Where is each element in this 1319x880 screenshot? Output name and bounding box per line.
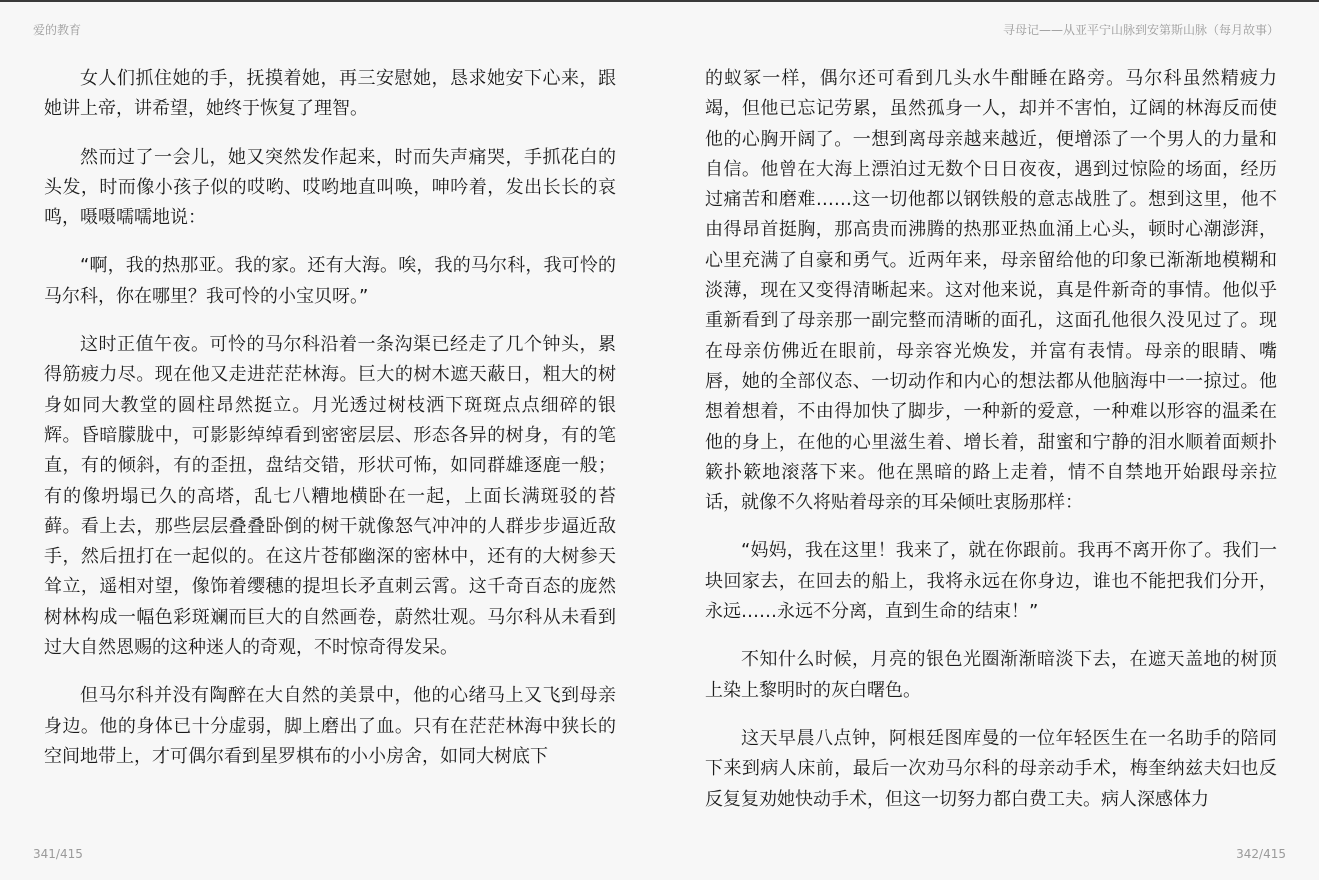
paragraph: “啊，我的热那亚。我的家。还有大海。唉，我的马尔科，我可怜的马尔科，你在哪里？我可怜的小宝贝呀。” — [44, 255, 616, 307]
book-title: 爱的教育 — [33, 23, 82, 37]
paragraph: 女人们抓住她的手，抚摸着她，再三安慰她，恳求她安下心来，跟她讲上帝，讲希望，她终于恢复了理智。 — [44, 68, 616, 120]
top-border — [0, 0, 1319, 2]
paragraph: 这时正值午夜。可怜的马尔科沿着一条沟渠已经走了几个钟头，累得筋疲力尽。现在他又走进茫茫林海。巨大的树木遮天蔽日，粗大的树身如同大教堂的圆柱昂然挺立。月光透过树枝洒下斑斑点点细碎的银辉。昏暗朦胧中，可影影绰绰看到密密层层、形态各异的树身，有的笔直，有的倾斜，有的歪扭，盘结交错，形状可怖，如同群雄逐鹿一般；有的像坍塌已久的高塔，乱七八糟地横卧在一起，上面长满斑驳的苔藓。看上去，那些层层叠叠卧倒的树干就像怒气冲冲的人群步步逼近敌手，然后扭打在一起似的。在这片苍郁幽深的密林中，还有的大树参天耸立，遥相对望，像饰着缨穗的提坦长矛直刺云霄。这千奇百态的庞然树林构成一幅色彩斑斓而巨大的自然画卷，蔚然壮观。马尔科从未看到过大自然恩赐的这种迷人的奇观，不时惊奇得发呆。 — [44, 334, 616, 659]
paragraph: 但马尔科并没有陶醉在大自然的美景中，他的心绪马上又飞到母亲身边。他的身体已十分虚弱，脚上磨出了血。只有在茫茫林海中狭长的空间地带上，才可偶尔看到星罗棋布的小小房舍，如同大树底下 — [44, 685, 616, 767]
paragraph: 然而过了一会儿，她又突然发作起来，时而失声痛哭，手抓花白的头发，时而像小孩子似的哎哟、哎哟地直叫唤，呻吟着，发出长长的哀鸣，嗫嗫嚅嚅地说： — [44, 146, 616, 229]
paragraph: 这天早晨八点钟，阿根廷图库曼的一位年轻医生在一名助手的陪同下来到病人床前，最后一次劝马尔科的母亲动手术，梅奎纳兹夫妇也反反复复劝她快动手术，但这一切努力都白费工夫。病人深感体力 — [705, 727, 1277, 810]
paragraph-continuation: 的蚁冢一样，偶尔还可看到几头水牛酣睡在路旁。马尔科虽然精疲力竭，但他已忘记劳累，虽然孤身一人，却并不害怕，辽阔的林海反而使他的心胸开阔了。一想到离母亲越来越近，便增添了一个男人的力量和自信。他曾在大海上漂泊过无数个日日夜夜，遇到过惊险的场面，经历过痛苦和磨难……这一切他都以钢铁般的意志战胜了。想到这里，他不由得昂首挺胸，那高贵而沸腾的热那亚热血涌上心头，顿时心潮澎湃，心里充满了自豪和勇气。近两年来，母亲留给他的印象已渐渐地模糊和淡薄，现在又变得清晰起来。这对他来说，真是件新奇的事情。他似乎重新看到了母亲那一副完整而清晰的面孔，这面孔他很久没见过了。现在母亲仿佛近在眼前，母亲容光焕发，并富有表情。母亲的眼睛、嘴唇，她的全部仪态、一切动作和内心的想法都从他脑海中一一掠过。他想着想着，不由得加快了脚步，一种新的爱意，一种难以形容的温柔在他的身上，在他的心里滋生着、增长着，甜蜜和宁静的泪水顺着面颊扑簌扑簌地滚落下来。他在黑暗的路上走着，情不自禁地开始跟母亲拉话，就像不久将贴着母亲的耳朵倾吐衷肠那样： — [705, 68, 1277, 514]
left-page[interactable] — [44, 64, 616, 790]
paragraph: “妈妈，我在这里！我来了，就在你跟前。我再不离开你了。我们一块回家去，在回去的船上，我将永远在你身边，谁也不能把我们分开，永远……永远不分离，直到生命的结束！” — [705, 540, 1277, 623]
left-page-number: 341/415 — [33, 847, 83, 861]
chapter-title: 寻母记——从亚平宁山脉到安第斯山脉（每月故事） — [1002, 23, 1279, 37]
right-page[interactable] — [705, 64, 1277, 833]
paragraph: 不知什么时候，月亮的银色光圈渐渐暗淡下去，在遮天盖地的树顶上染上黎明时的灰白曙色。 — [705, 649, 1277, 701]
right-page-number: 342/415 — [1236, 847, 1286, 861]
